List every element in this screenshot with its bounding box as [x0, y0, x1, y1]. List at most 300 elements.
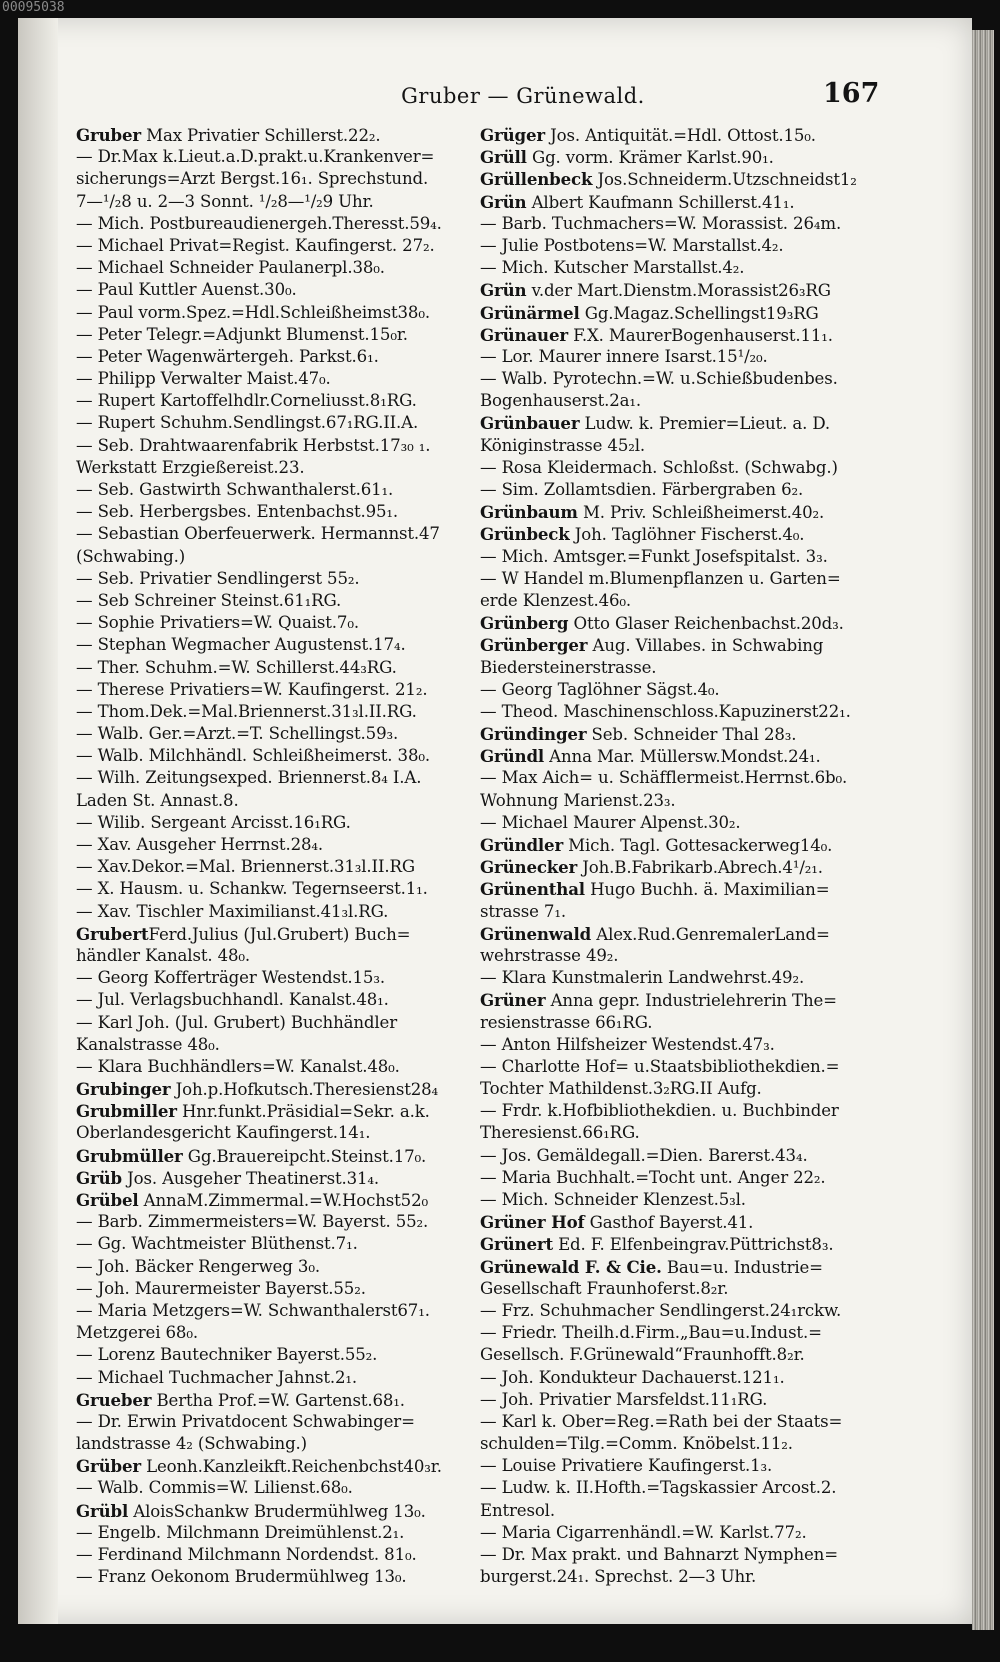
- entry-text: Albert Kaufmann Schillerst.41₁.: [526, 192, 795, 212]
- directory-line: [76, 257, 476, 279]
- directory-line: [480, 1034, 888, 1056]
- surname-heading: Grünbaum: [480, 502, 578, 523]
- entry-text: — Georg Taglöhner Sägst.4₀.: [480, 679, 720, 699]
- entry-text: Ludw. k. Premier=Lieut. a. D.: [579, 414, 831, 434]
- surname-heading: Grubert: [76, 923, 149, 944]
- directory-line: [76, 1100, 476, 1122]
- directory-line: [76, 168, 476, 190]
- directory-line: [76, 634, 476, 656]
- gutter-shadow: [18, 18, 58, 1624]
- surname-heading: Grüner: [480, 990, 546, 1011]
- directory-line: [76, 235, 476, 257]
- directory-line: [76, 1034, 476, 1056]
- directory-line: [76, 878, 476, 900]
- directory-line: [76, 279, 476, 301]
- directory-line: [480, 1056, 888, 1078]
- directory-line: [76, 1433, 476, 1455]
- entry-text: — Michael Schneider Paulanerpl.38₀.: [76, 258, 385, 278]
- entry-text: Gg.Magaz.Schellingst19₃RG: [579, 303, 819, 323]
- directory-line: [480, 657, 888, 679]
- entry-text: — Franz Oekonom Brudermühlweg 13₀.: [76, 1567, 407, 1587]
- directory-line: [76, 213, 476, 235]
- directory-line: [480, 324, 888, 346]
- directory-line: [76, 568, 476, 590]
- directory-line: [76, 1078, 476, 1100]
- directory-line: [480, 790, 888, 812]
- directory-line: [480, 1344, 888, 1366]
- entry-text: — Ther. Schuhm.=W. Schillerst.44₃RG.: [76, 657, 397, 677]
- surname-heading: Grüber: [76, 1456, 141, 1477]
- entry-text: — Sophie Privatiers=W. Quaist.7₀.: [76, 613, 359, 633]
- directory-line: [480, 1411, 888, 1433]
- entry-text: Hugo Buchh. ä. Maximilian=: [584, 880, 830, 900]
- directory-line: [480, 1189, 888, 1211]
- entry-text: — Paul Kuttler Auenst.30₀.: [76, 280, 297, 300]
- entry-text: burgerst.24₁. Sprechst. 2—3 Uhr.: [480, 1567, 757, 1587]
- directory-line: [480, 1167, 888, 1189]
- entry-text: sicherungs=Arzt Bergst.16₁. Sprechstund.: [76, 169, 429, 189]
- entry-text: resienstrasse 66₁RG.: [480, 1012, 653, 1032]
- directory-line: [480, 945, 888, 967]
- entry-text: — Dr.Max k.Lieut.a.D.prakt.u.Krankenver=: [76, 147, 435, 167]
- directory-line: [480, 1078, 888, 1100]
- directory-line: [76, 1344, 476, 1366]
- directory-line: [480, 1233, 888, 1255]
- surname-heading: Grünewald F. & Cie.: [480, 1256, 662, 1277]
- directory-line: [480, 1256, 888, 1278]
- directory-line: [76, 523, 476, 545]
- entry-text: — Joh. Maurermeister Bayerst.55₂.: [76, 1278, 366, 1298]
- entry-text: Otto Glaser Reichenbachst.20d₃.: [568, 614, 844, 634]
- surname-heading: Grünecker: [480, 857, 578, 878]
- directory-line: [76, 1211, 476, 1233]
- surname-heading: Gründl: [480, 746, 545, 767]
- entry-text: v.der Mart.Dienstm.Morassist26₃RG: [526, 281, 831, 301]
- surname-heading: Grüllenbeck: [480, 169, 593, 190]
- entry-text: Entresol.: [480, 1500, 555, 1520]
- entry-text: — Jos. Gemäldegall.=Dien. Barerst.43₄.: [480, 1145, 808, 1165]
- entry-text: — Stephan Wegmacher Augustenst.17₄.: [76, 635, 406, 655]
- entry-text: — Dr. Max prakt. und Bahnarzt Nymphen=: [480, 1545, 838, 1564]
- entry-text: — Sim. Zollamtsdien. Färbergraben 6₂.: [480, 480, 804, 499]
- entry-text: Leonh.Kanzleikft.Reichenbchst40₃r.: [140, 1457, 442, 1477]
- directory-line: [480, 1012, 888, 1034]
- entry-text: Mich. Tagl. Gottesackerweg14₀.: [563, 836, 833, 855]
- entry-text: Gasthof Bayerst.41.: [584, 1213, 754, 1233]
- directory-line: [76, 1012, 476, 1034]
- directory-line: [480, 257, 888, 279]
- entry-text: 7—¹/₂8 u. 2—3 Sonnt. ¹/₂8—¹/₂9 Uhr.: [76, 191, 374, 211]
- entry-text: — Xav.Dekor.=Mal. Briennerst.31₃l.II.RG: [76, 857, 415, 877]
- entry-text: — Michael Tuchmacher Jahnst.2₁.: [76, 1367, 358, 1387]
- directory-line: [480, 612, 888, 634]
- page-number: 167: [823, 78, 880, 109]
- entry-text: — Wilib. Sergeant Arcisst.16₁RG.: [76, 812, 351, 832]
- directory-line: [76, 1145, 476, 1167]
- directory-line: [480, 479, 888, 501]
- directory-line: [76, 612, 476, 634]
- surname-heading: Grüger: [480, 125, 545, 145]
- directory-line: [76, 146, 476, 168]
- directory-line: [76, 1500, 476, 1522]
- directory-line: [480, 568, 888, 590]
- directory-line: [480, 1100, 888, 1122]
- directory-line: [76, 767, 476, 789]
- entry-text: Laden St. Annast.8.: [76, 790, 239, 810]
- directory-line: [76, 1411, 476, 1433]
- directory-line: [76, 1167, 476, 1189]
- entry-text: Gg. vorm. Krämer Karlst.90₁.: [526, 148, 774, 168]
- entry-text: Seb. Schneider Thal 28₃.: [586, 725, 797, 745]
- entry-text: — Xav. Ausgeher Herrnst.28₄.: [76, 835, 324, 854]
- entry-text: Anna Mar. Müllersw.Mondst.24₁.: [544, 747, 821, 767]
- entry-text: — Theod. Maschinenschloss.Kapuzinerst22₁.: [480, 701, 851, 721]
- surname-heading: Grueber: [76, 1389, 152, 1410]
- directory-line: [480, 546, 888, 568]
- entry-text: — Michael Privat=Regist. Kaufingerst. 27₂.: [76, 235, 435, 255]
- directory-line: [480, 745, 888, 767]
- surname-heading: Grün: [480, 280, 527, 301]
- directory-line: [76, 501, 476, 523]
- directory-line: [480, 124, 888, 146]
- surname-heading: Grüb: [76, 1167, 122, 1188]
- entry-text: — Joh. Privatier Marsfeldst.11₁RG.: [480, 1389, 768, 1409]
- directory-line: [480, 856, 888, 878]
- directory-line: [76, 1233, 476, 1255]
- surname-heading: Grubinger: [76, 1079, 171, 1100]
- directory-line: [76, 745, 476, 767]
- directory-line: [480, 923, 888, 945]
- surname-heading: Grünauer: [480, 324, 568, 345]
- directory-line: [76, 1566, 476, 1588]
- entry-text: — Rupert Schuhm.Sendlingst.67₁RG.II.A.: [76, 413, 419, 433]
- book-page: [18, 18, 972, 1624]
- entry-text: händler Kanalst. 48₀.: [76, 945, 251, 965]
- entry-text: Tochter Mathildenst.3₂RG.II Aufg.: [480, 1079, 762, 1099]
- entry-text: landstrasse 4₂ (Schwabing.): [76, 1434, 307, 1454]
- directory-line: [480, 1211, 888, 1233]
- entry-text: Gg.Brauereipcht.Steinst.17₀.: [182, 1146, 427, 1166]
- directory-line: [76, 1122, 476, 1144]
- directory-line: [480, 1544, 888, 1566]
- entry-text: Jos.Schneiderm.Utzschneidst1₂: [592, 170, 857, 190]
- surname-heading: Gründler: [480, 835, 564, 855]
- directory-line: [76, 1389, 476, 1411]
- directory-line: [480, 1477, 888, 1499]
- entry-text: Königinstrasse 45₂l.: [480, 435, 646, 455]
- directory-line: [76, 390, 476, 412]
- directory-line: [480, 346, 888, 368]
- entry-text: — Maria Metzgers=W. Schwanthalerst67₁.: [76, 1300, 430, 1320]
- entry-text: — Barb. Tuchmachers=W. Morassist. 26₄m.: [480, 213, 842, 233]
- entry-text: — Klara Buchhändlers=W. Kanalst.48₀.: [76, 1056, 400, 1076]
- directory-line: [76, 812, 476, 834]
- directory-line: [76, 368, 476, 390]
- directory-line: [76, 1300, 476, 1322]
- entry-text: — Lorenz Bautechniker Bayerst.55₂.: [76, 1345, 378, 1365]
- entry-text: — Walb. Pyrotechn.=W. u.Schießbudenbes.: [480, 369, 838, 389]
- directory-line: [76, 723, 476, 745]
- entry-text: Kanalstrasse 48₀.: [76, 1034, 220, 1054]
- directory-line: [76, 1477, 476, 1499]
- surname-heading: Grubmiller: [76, 1101, 177, 1122]
- entry-text: — Paul vorm.Spez.=Hdl.Schleißheimst38₀.: [76, 302, 430, 322]
- directory-line: [480, 412, 888, 434]
- entry-text: Ed. F. Elfenbeingrav.Püttrichst8₃.: [552, 1235, 834, 1255]
- entry-text: Werkstatt Erzgießereist.23.: [76, 457, 305, 477]
- directory-line: [480, 1500, 888, 1522]
- directory-line: [76, 901, 476, 923]
- directory-line: [76, 457, 476, 479]
- surname-heading: Grünenwald: [480, 923, 592, 944]
- entry-text: — Thom.Dek.=Mal.Briennerst.31₃l.II.RG.: [76, 701, 417, 721]
- directory-line: [76, 1367, 476, 1389]
- directory-line: [480, 168, 888, 190]
- directory-line: [480, 146, 888, 168]
- directory-line: [76, 790, 476, 812]
- entry-text: — Gg. Wachtmeister Blüthenst.7₁.: [76, 1234, 358, 1254]
- directory-line: [480, 989, 888, 1011]
- directory-line: [480, 1433, 888, 1455]
- directory-line: [480, 1389, 888, 1411]
- directory-line: [480, 1145, 888, 1167]
- directory-line: [480, 235, 888, 257]
- page-edges: [972, 30, 994, 1630]
- entry-text: (Schwabing.): [76, 546, 186, 566]
- entry-text: Joh.B.Fabrikarb.Abrech.4¹/₂₁.: [577, 858, 823, 878]
- entry-text: — Rupert Kartoffelhdlr.Corneliusst.8₁RG.: [76, 391, 417, 411]
- surname-heading: Gründinger: [480, 724, 587, 745]
- directory-line: [76, 989, 476, 1011]
- surname-heading: Grün: [480, 191, 527, 212]
- directory-line: [76, 1322, 476, 1344]
- entry-text: — Seb. Gastwirth Schwanthalerst.61₁.: [76, 480, 394, 499]
- entry-text: Anna gepr. Industrielehrerin The=: [545, 991, 837, 1011]
- directory-line: [76, 701, 476, 723]
- left-column: [76, 124, 476, 1624]
- entry-text: — Klara Kunstmalerin Landwehrst.49₂.: [480, 968, 805, 988]
- entry-text: Metzgerei 68₀.: [76, 1323, 198, 1343]
- entry-text: — Karl Joh. (Jul. Grubert) Buchhändler: [76, 1012, 397, 1032]
- surname-heading: Grünbeck: [480, 524, 570, 545]
- directory-line: [76, 412, 476, 434]
- entry-text: — Engelb. Milchmann Dreimühlenst.2₁.: [76, 1522, 405, 1542]
- surname-heading: Grünenthal: [480, 879, 585, 900]
- entry-text: — Peter Telegr.=Adjunkt Blumenst.15₀r.: [76, 324, 408, 344]
- entry-text: — Walb. Commis=W. Lilienst.68₀.: [76, 1478, 353, 1498]
- entry-text: — Michael Maurer Alpenst.30₂.: [480, 812, 741, 832]
- directory-line: [480, 279, 888, 301]
- entry-text: Theresienst.66₁RG.: [480, 1123, 640, 1143]
- directory-line: [480, 1566, 888, 1588]
- entry-text: — Friedr. Theilh.d.Firm.„Bau=u.Indust.=: [480, 1323, 822, 1343]
- entry-text: Biedersteinerstrasse.: [480, 657, 657, 677]
- entry-text: F.X. MaurerBogenhauserst.11₁.: [567, 325, 833, 345]
- entry-text: Jos. Ausgeher Theatinerst.31₄.: [121, 1168, 380, 1188]
- directory-line: [76, 590, 476, 612]
- entry-text: — Louise Privatiere Kaufingerst.1₃.: [480, 1456, 773, 1476]
- entry-text: Joh.p.Hofkutsch.Theresienst28₄: [170, 1080, 439, 1100]
- entry-text: Gesellsch. F.Grünewald“Fraunhofft.8₂r.: [480, 1345, 805, 1365]
- surname-heading: Gruber: [76, 125, 141, 145]
- entry-text: wehrstrasse 49₂.: [480, 945, 619, 965]
- entry-text: Ferd.Julius (Jul.Grubert) Buch=: [148, 924, 411, 944]
- entry-text: — Ferdinand Milchmann Nordendst. 81₀.: [76, 1545, 417, 1564]
- entry-text: Hnr.funkt.Präsidial=Sekr. a.k.: [176, 1102, 430, 1122]
- entry-text: — Philipp Verwalter Maist.47₀.: [76, 369, 331, 389]
- entry-text: — Frdr. k.Hofbibliothekdien. u. Buchbinder: [480, 1101, 839, 1121]
- directory-line: [76, 324, 476, 346]
- running-head: Gruber — Grünewald.: [401, 84, 645, 108]
- directory-line: [76, 679, 476, 701]
- entry-text: — Seb Schreiner Steinst.61₁RG.: [76, 590, 342, 610]
- surname-heading: Grübel: [76, 1190, 139, 1210]
- directory-line: [76, 1056, 476, 1078]
- entry-text: schulden=Tilg.=Comm. Knöbelst.11₂.: [480, 1434, 793, 1454]
- entry-text: — X. Hausm. u. Schankw. Tegernseerst.1₁.: [76, 879, 428, 899]
- directory-line: [480, 1455, 888, 1477]
- directory-line: [76, 191, 476, 213]
- entry-text: — Maria Cigarrenhändl.=W. Karlst.77₂.: [480, 1522, 807, 1542]
- entry-text: — Walb. Milchhändl. Schleißheimerst. 38₀.: [76, 746, 430, 766]
- directory-line: [480, 1322, 888, 1344]
- entry-text: Joh. Taglöhner Fischerst.4₀.: [569, 525, 805, 545]
- entry-text: — Jul. Verlagsbuchhandl. Kanalst.48₁.: [76, 990, 389, 1010]
- entry-text: — Sebastian Oberfeuerwerk. Hermannst.47: [76, 524, 440, 544]
- directory-line: [480, 1300, 888, 1322]
- directory-line: [480, 390, 888, 412]
- directory-line: [76, 1278, 476, 1300]
- surname-heading: Grüll: [480, 147, 527, 168]
- directory-line: [480, 191, 888, 213]
- entry-text: Bau=u. Industrie=: [661, 1257, 823, 1277]
- surname-heading: Grünberger: [480, 635, 588, 656]
- directory-line: [76, 346, 476, 368]
- directory-line: [480, 302, 888, 324]
- entry-text: — Joh. Bäcker Rengerweg 3₀.: [76, 1256, 320, 1276]
- page-header: [58, 76, 970, 116]
- directory-line: [76, 124, 476, 146]
- entry-text: — Joh. Kondukteur Dachauerst.121₁.: [480, 1367, 785, 1387]
- directory-line: [480, 1367, 888, 1389]
- entry-text: Max Privatier Schillerst.22₂.: [140, 126, 381, 145]
- right-column: [480, 124, 888, 1624]
- entry-text: — Charlotte Hof= u.Staatsbibliothekdien.=: [480, 1056, 840, 1076]
- directory-line: [480, 701, 888, 723]
- directory-line: [480, 435, 888, 457]
- directory-line: [480, 1278, 888, 1300]
- entry-text: — Dr. Erwin Privatdocent Schwabinger=: [76, 1411, 415, 1431]
- directory-line: [76, 546, 476, 568]
- directory-line: [76, 435, 476, 457]
- directory-line: [76, 1455, 476, 1477]
- surname-heading: Grünbauer: [480, 413, 580, 434]
- entry-text: — W Handel m.Blumenpflanzen u. Garten=: [480, 568, 841, 588]
- directory-line: [76, 1544, 476, 1566]
- entry-text: erde Klenzest.46₀.: [480, 590, 632, 610]
- surname-heading: Grüner Hof: [480, 1212, 585, 1233]
- surname-heading: Grübl: [76, 1500, 129, 1521]
- entry-text: — Walb. Ger.=Arzt.=T. Schellingst.59₃.: [76, 724, 399, 744]
- entry-text: Aug. Villabes. in Schwabing: [587, 636, 824, 656]
- entry-text: — Anton Hilfsheizer Westendst.47₃.: [480, 1034, 775, 1054]
- directory-line: [480, 634, 888, 656]
- directory-line: [480, 523, 888, 545]
- entry-text: Bertha Prof.=W. Gartenst.68₁.: [151, 1390, 405, 1410]
- entry-text: — Max Aich= u. Schäfflermeist.Herrnst.6b₀.: [480, 768, 848, 788]
- directory-line: [480, 1122, 888, 1144]
- entry-text: — Frz. Schuhmacher Sendlingerst.24₁rckw.: [480, 1300, 842, 1320]
- entry-text: — Mich. Postbureaudienergeh.Theresst.59₄.: [76, 213, 442, 233]
- entry-text: — Seb. Herbergsbes. Entenbachst.95₁.: [76, 502, 399, 522]
- directory-line: [480, 501, 888, 523]
- entry-text: — Seb. Drahtwaarenfabrik Herbstst.17₃₀ ₁.: [76, 435, 431, 455]
- entry-text: — Julie Postbotens=W. Marstallst.4₂.: [480, 235, 784, 255]
- entry-text: — Therese Privatiers=W. Kaufingerst. 21₂.: [76, 679, 428, 699]
- directory-line: [480, 457, 888, 479]
- surname-heading: Grünärmel: [480, 302, 580, 323]
- entry-text: strasse 7₁.: [480, 901, 566, 921]
- entry-text: M. Priv. Schleißheimerst.40₂.: [577, 503, 825, 523]
- directory-line: [480, 368, 888, 390]
- entry-text: Gesellschaft Fraunhoferst.8₂r.: [480, 1278, 729, 1298]
- directory-line: [76, 479, 476, 501]
- directory-line: [480, 679, 888, 701]
- entry-text: — Karl k. Ober=Reg.=Rath bei der Staats=: [480, 1411, 843, 1431]
- directory-line: [76, 302, 476, 324]
- directory-line: [76, 834, 476, 856]
- entry-text: Bogenhauserst.2a₁.: [480, 391, 641, 411]
- directory-line: [76, 1256, 476, 1278]
- directory-line: [76, 1189, 476, 1211]
- directory-line: [480, 590, 888, 612]
- entry-text: — Wilh. Zeitungsexped. Briennerst.8₄ I.A.: [76, 768, 422, 788]
- entry-text: — Mich. Kutscher Marstallst.4₂.: [480, 258, 745, 278]
- entry-text: — Seb. Privatier Sendlingerst 55₂.: [76, 568, 360, 588]
- surname-heading: Grünert: [480, 1234, 553, 1255]
- entry-text: Oberlandesgericht Kaufingerst.14₁.: [76, 1123, 371, 1143]
- entry-text: Jos. Antiquität.=Hdl. Ottost.15₀.: [544, 126, 816, 145]
- scan-id-stamp: 00095038: [2, 0, 65, 15]
- directory-line: [76, 1522, 476, 1544]
- entry-text: — Rosa Kleidermach. Schloßst. (Schwabg.): [480, 457, 838, 477]
- directory-line: [480, 967, 888, 989]
- surname-heading: Grubmüller: [76, 1145, 183, 1166]
- directory-line: [480, 1522, 888, 1544]
- directory-line: [480, 767, 888, 789]
- entry-text: Wohnung Marienst.23₃.: [480, 790, 676, 810]
- surname-heading: Grünberg: [480, 613, 569, 634]
- directory-line: [480, 812, 888, 834]
- directory-line: [480, 834, 888, 856]
- directory-line: [480, 878, 888, 900]
- entry-text: AnnaM.Zimmermal.=W.Hochst52₀: [138, 1191, 428, 1210]
- entry-text: — Maria Buchhalt.=Tocht unt. Anger 22₂.: [480, 1167, 826, 1187]
- directory-line: [76, 856, 476, 878]
- entry-text: AloisSchankw Brudermühlweg 13₀.: [128, 1501, 426, 1521]
- directory-line: [480, 901, 888, 923]
- directory-line: [76, 945, 476, 967]
- entry-text: — Xav. Tischler Maximilianst.41₃l.RG.: [76, 901, 389, 921]
- entry-text: Alex.Rud.GenremalerLand=: [591, 924, 830, 944]
- directory-line: [480, 213, 888, 235]
- directory-line: [480, 723, 888, 745]
- entry-text: — Mich. Schneider Klenzest.5₃l.: [480, 1190, 746, 1209]
- directory-line: [76, 967, 476, 989]
- entry-text: — Barb. Zimmermeisters=W. Bayerst. 55₂.: [76, 1212, 429, 1232]
- entry-text: — Mich. Amtsger.=Funkt Josefspitalst. 3₃.: [480, 546, 828, 566]
- directory-line: [76, 657, 476, 679]
